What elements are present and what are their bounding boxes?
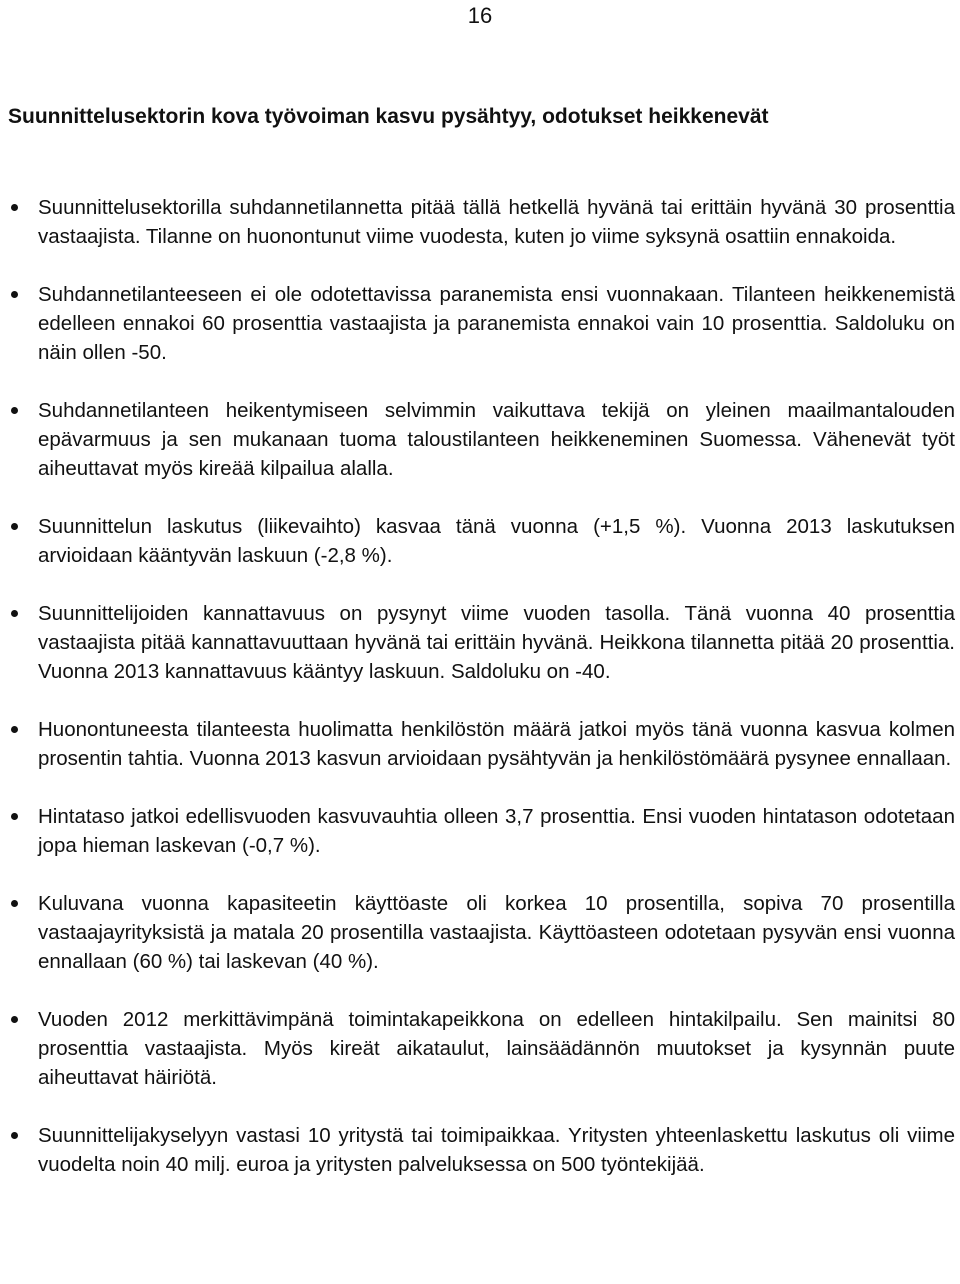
list-item-text: Huonontuneesta tilanteesta huolimatta henkilöstön määrä jatkoi myös tänä vuonna kasvua kolmen prosentin tahtia. Vuonna 2013 kasvun arvioidaan pysähtyvän ja henkilöstömäärä pysynee ennallaan. — [38, 718, 955, 770]
section-heading: Suunnittelusektorin kova työvoiman kasvu pysähtyy, odotukset heikkenevät — [8, 105, 769, 128]
list-item-text: Suunnittelusektorilla suhdannetilannetta pitää tällä hetkellä hyvänä tai erittäin hyvänä 30 prosenttia vastaajista. Tilanne on huonontunut viime vuodesta, kuten jo viime syksynä osattiin ennakoida. — [38, 196, 955, 248]
list-item — [0, 280, 955, 367]
bullet-icon — [11, 1132, 18, 1139]
bullet-icon — [11, 204, 18, 211]
list-item-text: Suhdannetilanteeseen ei ole odotettavissa paranemista ensi vuonnakaan. Tilanteen heikkenemistä edelleen ennakoi 60 prosenttia vastaajista ja paranemista ennakoi vain 10 prosenttia. Saldoluku on näin ollen -50. — [38, 283, 955, 364]
bullet-icon — [11, 523, 18, 530]
bullet-icon — [11, 900, 18, 907]
list-item — [0, 193, 955, 251]
bullet-icon — [11, 813, 18, 820]
page-number: 16 — [467, 3, 493, 28]
bullet-icon — [11, 1016, 18, 1023]
list-item-text: Suunnittelijoiden kannattavuus on pysynyt viime vuoden tasolla. Tänä vuonna 40 prosenttia vastaajista pitää kannattavuuttaan hyvänä tai erittäin hyvänä. Heikkona tilannetta pitää 20 prosenttia. Vuonna 2013 kannattavuus kääntyy laskuun. Saldoluku on -40. — [38, 602, 955, 683]
bullet-icon — [11, 610, 18, 617]
bullet-icon — [11, 291, 18, 298]
list-item — [0, 1121, 955, 1179]
list-item — [0, 512, 955, 570]
list-item — [0, 1005, 955, 1092]
list-item-text: Kuluvana vuonna kapasiteetin käyttöaste oli korkea 10 prosentilla, sopiva 70 prosentilla vastaajayrityksistä ja matala 20 prosentilla vastaajista. Käyttöasteen odotetaan pysyvän ensi vuonna ennallaan (60 %) tai laskevan (40 %). — [38, 892, 955, 973]
list-item — [0, 715, 955, 773]
bullet-icon — [11, 726, 18, 733]
bullet-icon — [11, 407, 18, 414]
list-item — [0, 599, 955, 686]
list-item — [0, 396, 955, 483]
list-item — [0, 889, 955, 976]
list-item-text: Suhdannetilanteen heikentymiseen selvimmin vaikuttava tekijä on yleinen maailmantalouden epävarmuus ja sen mukanaan tuoma taloustilanteen heikkeneminen Suomessa. Vähenevät työt aiheuttavat myös kireää kilpailua alalla. — [38, 399, 955, 480]
list-item — [0, 802, 955, 860]
list-item-text: Hintataso jatkoi edellisvuoden kasvuvauhtia olleen 3,7 prosenttia. Ensi vuoden hintatason odotetaan jopa hieman laskevan (-0,7 %). — [38, 805, 955, 857]
bullet-list — [0, 193, 960, 1208]
list-item-text: Suunnittelijakyselyyn vastasi 10 yritystä tai toimipaikkaa. Yritysten yhteenlaskettu laskutus oli viime vuodelta noin 40 milj. euroa ja yritysten palveluksessa on 500 työntekijää. — [38, 1124, 955, 1176]
list-item-text: Suunnittelun laskutus (liikevaihto) kasvaa tänä vuonna (+1,5 %). Vuonna 2013 laskutuksen arvioidaan kääntyvän laskuun (-2,8 %). — [38, 515, 955, 567]
list-item-text: Vuoden 2012 merkittävimpänä toimintakapeikkona on edelleen hintakilpailu. Sen mainitsi 80 prosenttia vastaajista. Myös kireät aikataulut, lainsäädännön muutokset ja kysynnän puute aiheuttavat häiriötä. — [38, 1008, 955, 1089]
